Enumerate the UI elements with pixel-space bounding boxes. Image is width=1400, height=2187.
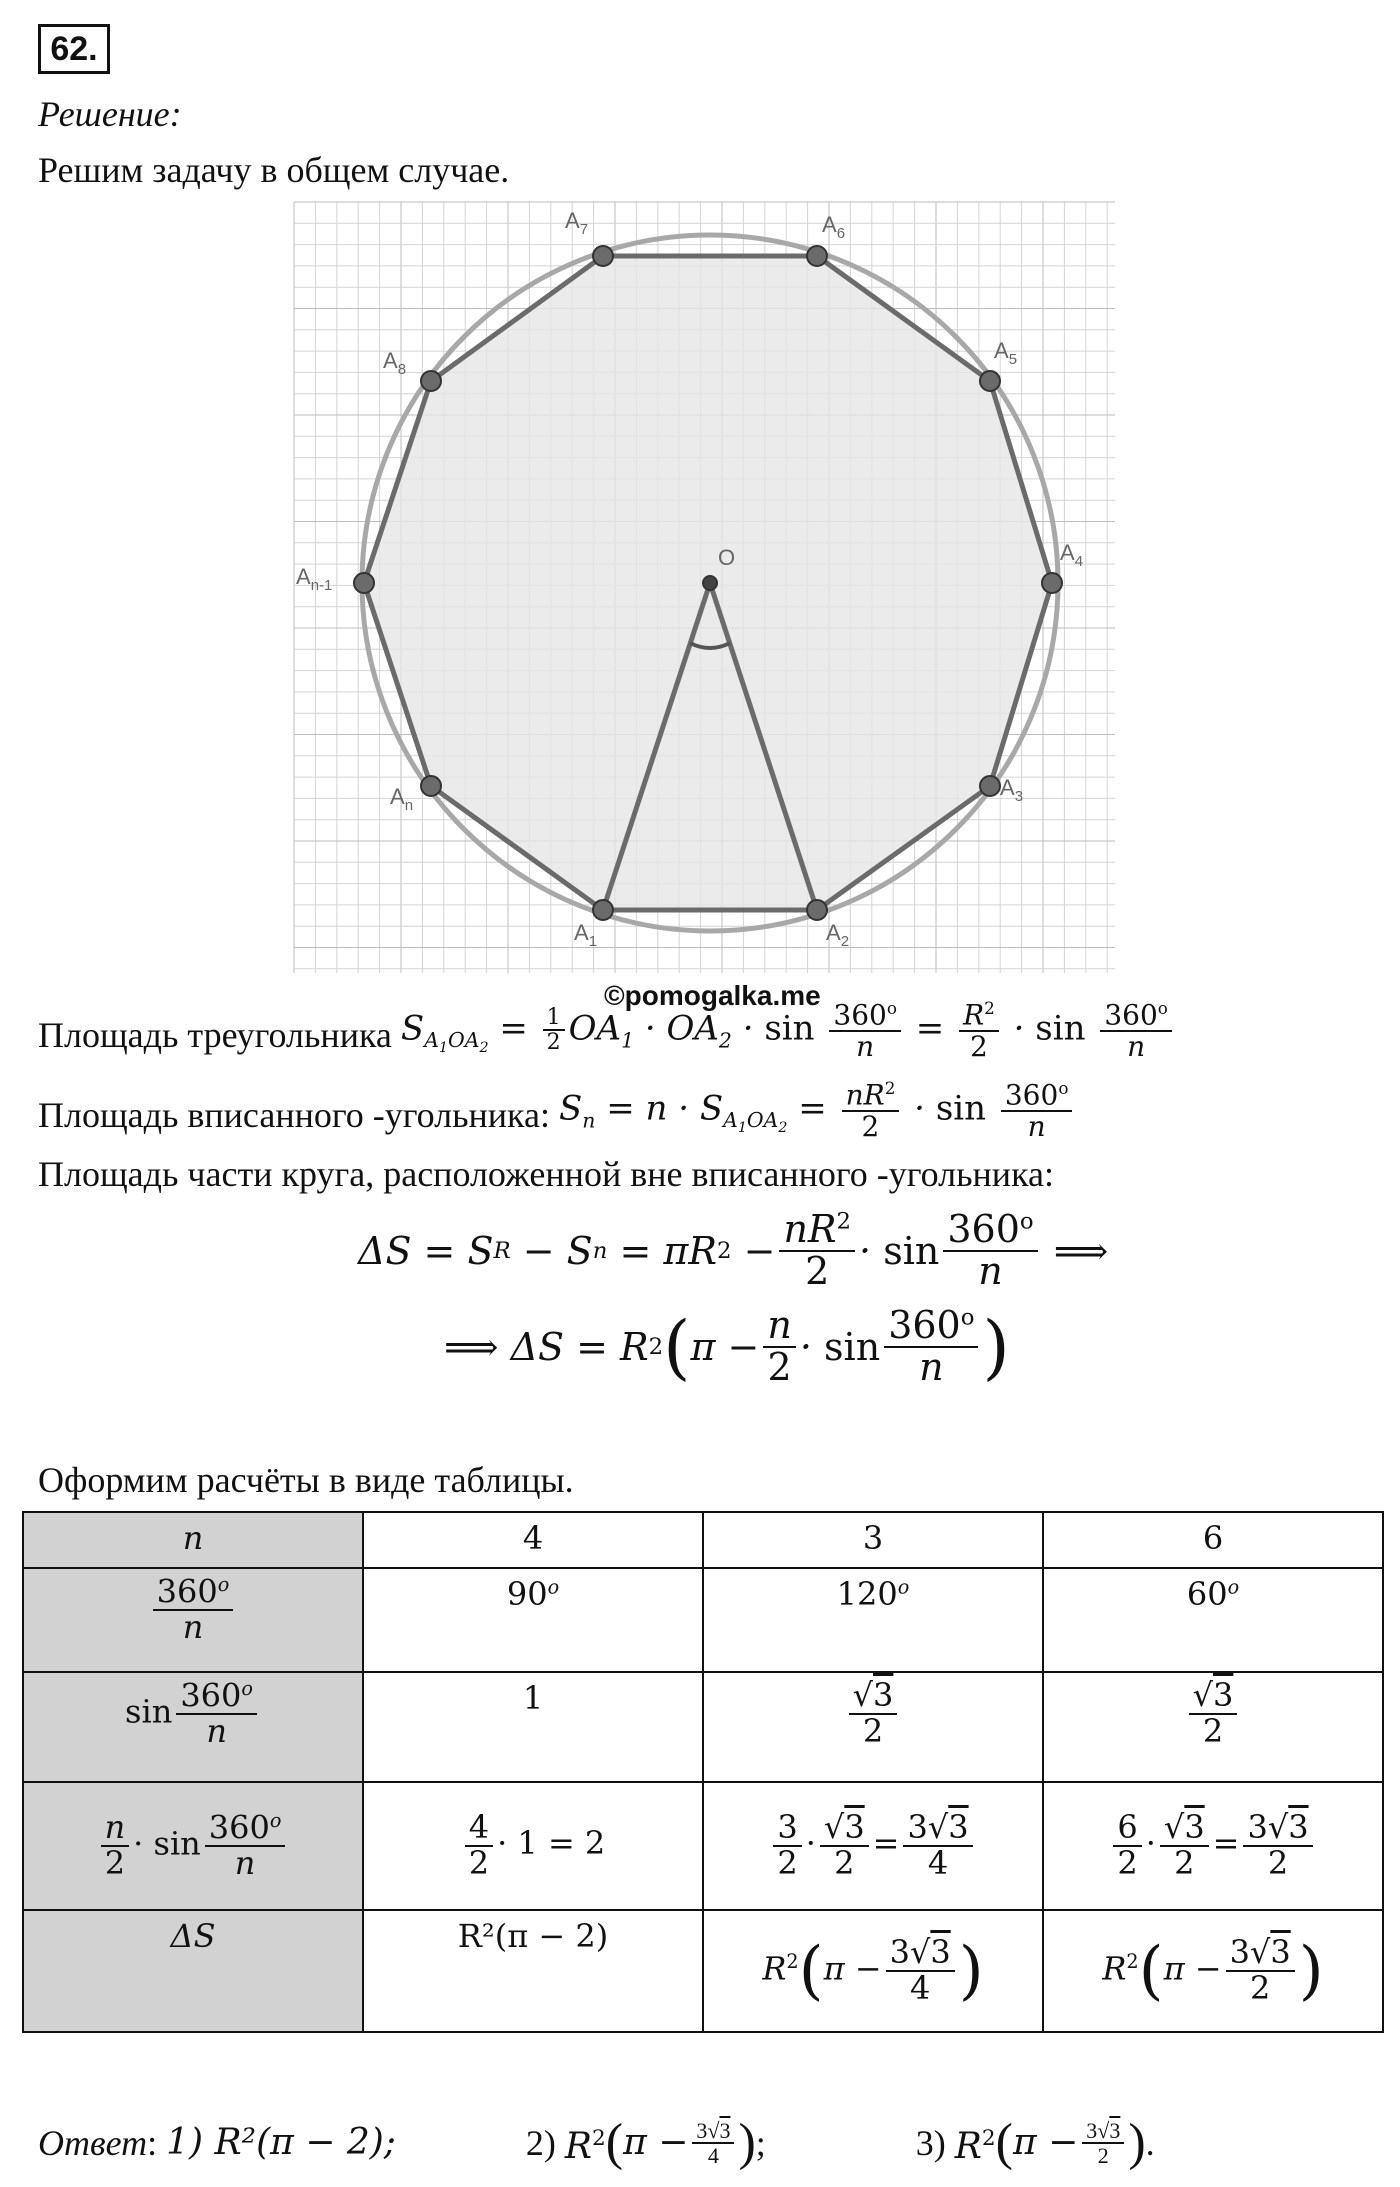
header-delta: ΔS xyxy=(23,1910,363,2032)
table-row xyxy=(23,1910,1383,2032)
label-an-1: $A_{n-1}$ xyxy=(296,564,333,594)
header-factor: $\frac{n}{2}$ · sin $\frac{360^o}{n}$ xyxy=(23,1782,363,1910)
cell-delta-6: $R^2(\pi$ − $\frac{3√3}{2}$ ) xyxy=(1043,1910,1383,2032)
polygon-figure xyxy=(290,198,1120,978)
cell-factor-6: $\frac{6}{2}$ · $\frac{√3}{2}$ = $\frac{3√3}{2}$ xyxy=(1043,1782,1383,1910)
cell-delta-3: $R^2(\pi$ − $\frac{3√3}{4}$ ) xyxy=(703,1910,1043,2032)
outside-area-text: Площадь части круга, расположенной вне вписанного -угольника: xyxy=(38,1154,1054,1194)
solution-label: Решение: xyxy=(38,94,182,134)
header-sin: sin $\frac{360^o}{n}$ xyxy=(23,1672,363,1782)
label-a5: $A_5$ xyxy=(994,338,1018,368)
table-row xyxy=(23,1782,1383,1910)
cell-delta-4: R²(π − 2) xyxy=(363,1910,703,2032)
table-intro: Оформим расчёты в виде таблицы. xyxy=(38,1460,574,1500)
header-n: n xyxy=(23,1512,363,1568)
label-a8: $A_8$ xyxy=(383,348,407,378)
label-a6: $A_6$ xyxy=(822,212,846,242)
cell-sin-4: 1 xyxy=(363,1672,703,1782)
delta-formula-1: ΔS = S R − S n = πR 2 − $\frac{nR^2}{2}$ · sin $\frac{360^o}{n}$ ⟹ xyxy=(358,1207,1109,1293)
answer-3: 3) $R^2$ ( π − $\frac{3√3}{2}$ ) . xyxy=(915,2114,1155,2171)
cell-factor-3: $\frac{3}{2}$ · $\frac{√3}{2}$ = $\frac{3√3}{4}$ xyxy=(703,1782,1043,1910)
label-a3: $A_3$ xyxy=(1000,775,1024,805)
label-o: O xyxy=(718,545,736,570)
label-a7: $A_7$ xyxy=(565,208,589,238)
intro-text: Решим задачу в общем случае. xyxy=(38,150,510,190)
table-row xyxy=(23,1672,1383,1782)
label-a1: $A_1$ xyxy=(574,920,598,950)
cell-angle-6: 60$^o$ xyxy=(1043,1568,1383,1672)
calc-table xyxy=(22,1511,1384,2033)
task-number: 62. xyxy=(38,24,110,74)
answer-line: Ответ : 1) R²(π − 2); 2) $R^2$ ( π − $\frac{3√3}{4}$ ) ; 3) $R^2$ ( π − $\frac{3√3}{2}$ ) . xyxy=(38,2114,1155,2171)
header-angle: $\frac{360^o}{n}$ xyxy=(23,1568,363,1672)
label-a2: $A_2$ xyxy=(826,920,850,950)
cell-n-6: 6 xyxy=(1043,1512,1383,1568)
answer-2: 2) $R^2$ ( π − $\frac{3√3}{4}$ ) ; xyxy=(525,2114,766,2171)
cell-sin-6: $\frac{√3}{2}$ xyxy=(1043,1672,1383,1782)
cell-factor-4: $\frac{4}{2}$ · 1 = 2 xyxy=(363,1782,703,1910)
delta-formula-2: ⟹ ΔS = R 2 ( π − $\frac{n}{2}$ · sin $\frac{360^o}{n}$ ) xyxy=(444,1303,1010,1389)
watermark: ©pomogalka.me xyxy=(604,980,821,1011)
cell-angle-4: 90$^o$ xyxy=(363,1568,703,1672)
label-an: $A_n$ xyxy=(390,784,414,814)
cell-sin-3: $\frac{√3}{2}$ xyxy=(703,1672,1043,1782)
table-row xyxy=(23,1568,1383,1672)
triangle-area-line: Площадь треугольника $S_{A_1OA_2}$ = $\frac{1}{2}$ $OA_1 \cdot OA_2 \cdot \sin$ $\frac{360^o}{n}$ = $\frac{R^2}{2}$ · sin $\frac{360^o}{n}$ xyxy=(38,1000,1176,1070)
label-a4: $A_4$ xyxy=(1060,540,1084,570)
polygon-area-line: Площадь вписанного -угольника: $S_n = n \cdot S_{A_1OA_2}$ = $\frac{nR^2}{2}$ · sin $\frac{360^o}{n}$ xyxy=(38,1080,1076,1150)
cell-n-3: 3 xyxy=(703,1512,1043,1568)
cell-n-4: 4 xyxy=(363,1512,703,1568)
answer-1: 1) R²(π − 2); xyxy=(166,2122,396,2163)
cell-angle-3: 120$^o$ xyxy=(703,1568,1043,1672)
table-row xyxy=(23,1512,1383,1568)
